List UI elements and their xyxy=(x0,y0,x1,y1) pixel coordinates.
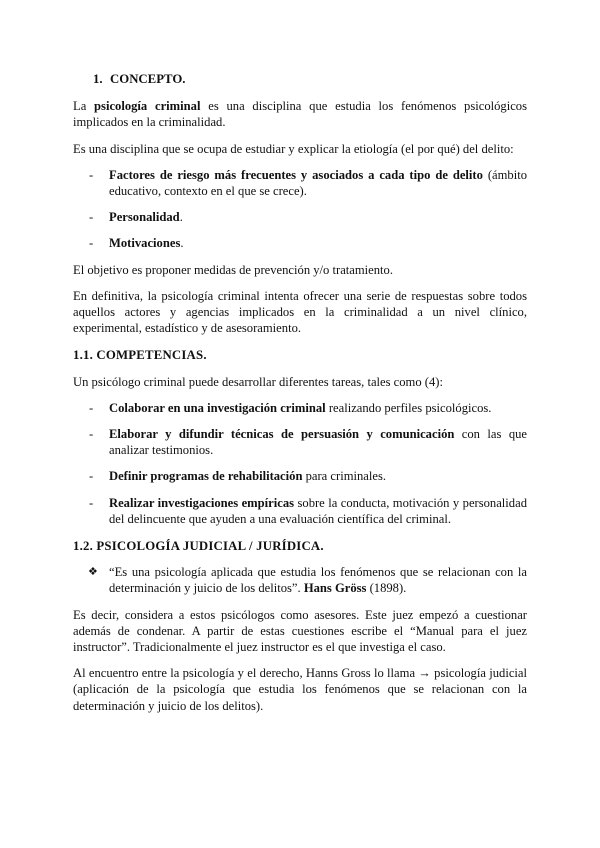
competencia-item-term: Elaborar y difundir técnicas de persuasión y comunicación xyxy=(109,427,455,442)
quote-item xyxy=(73,564,527,596)
competencia-item-term: Realizar investigaciones empíricas xyxy=(109,495,295,510)
etiology-item-term: Motivaciones xyxy=(109,236,181,251)
etiology-item-text: . xyxy=(180,236,184,251)
competencia-item-term: Definir programas de rehabilitación xyxy=(109,469,303,484)
section-title: CONCEPTO. xyxy=(110,72,186,86)
competencia-item-term: Colaborar en una investigación criminal xyxy=(109,400,326,415)
competencia-item-text: para criminales. xyxy=(302,469,387,484)
section-heading-judicial: 1.2. PSICOLOGÍA JUDICIAL / JURÍDICA. xyxy=(73,539,324,554)
encuentro-paragraph: Al encuentro entre la psicología y el derecho, Hanns Gross lo llama → psicología judicial (aplicación de la psicología que estudia los fenómenos que se relacionan con la determinación y juicio de los delitos). xyxy=(73,666,527,713)
objective-paragraph: El objetivo es proponer medidas de prevención y/o tratamiento. xyxy=(73,262,393,277)
competencia-item-text: realizando perfiles psicológicos. xyxy=(325,400,492,415)
etiology-item xyxy=(73,209,527,225)
competencias-intro: Un psicólogo criminal puede desarrollar diferentes tareas, tales como (4): xyxy=(73,374,443,389)
competencia-item xyxy=(73,426,527,458)
intro-paragraph xyxy=(73,98,527,130)
competencia-item xyxy=(73,468,527,484)
etiology-item xyxy=(73,235,527,251)
diamond-bullet-icon: ❖ xyxy=(88,566,98,579)
etiology-item-term: Personalidad xyxy=(109,210,180,225)
etiology-item-term: Factores de riesgo más frecuentes y asociados a cada tipo de delito xyxy=(109,167,483,182)
quote-text: “Es una psicología aplicada que estudia los fenómenos que se relacionan con la determinación y juicio de los delitos”. xyxy=(109,565,527,596)
section-number: 1. xyxy=(93,72,103,86)
etiology-item xyxy=(73,167,527,199)
competencia-item-text: con las que analizar testimonios. xyxy=(109,427,527,458)
section-heading-competencias: 1.1. COMPETENCIAS. xyxy=(73,348,207,363)
asesores-paragraph: Es decir, considera a estos psicólogos como asesores. Este juez empezó a cuestionar además de condenar. A partir de estas cuestiones escribe el “Manual para el juez instructor”. Tradicionalmente el juez instructor es el que investiga el caso. xyxy=(73,607,527,655)
competencia-item xyxy=(73,400,527,416)
competencia-item xyxy=(73,495,527,527)
document-page xyxy=(73,68,527,714)
competencia-item-text: sobre la conducta, motivación y personalidad del delincuente que ayuden a una evaluación científica del criminal. xyxy=(109,495,527,526)
intro-text-pre: La xyxy=(73,99,95,114)
etiology-item-text: (ámbito educativo, contexto en el que se crece). xyxy=(109,167,528,199)
intro-text-post: es una disciplina que estudia los fenómenos psicológicos implicados en la criminalidad. xyxy=(73,99,527,130)
section-heading-concepto xyxy=(93,71,527,87)
quote-year: (1898). xyxy=(366,581,407,596)
quote-author: Hans Gröss xyxy=(303,581,367,596)
etiology-item-text: . xyxy=(179,210,183,225)
summary-paragraph: En definitiva, la psicología criminal intenta ofrecer una serie de respuestas sobre todos aquellos actores y agencias implicados en la criminalidad a un nivel clínico, experimental, estadístico y de asesoramiento. xyxy=(73,288,527,336)
etiology-paragraph: Es una disciplina que se ocupa de estudiar y explicar la etiología (el por qué) del delito: xyxy=(73,141,514,156)
intro-term: psicología criminal xyxy=(94,99,201,114)
